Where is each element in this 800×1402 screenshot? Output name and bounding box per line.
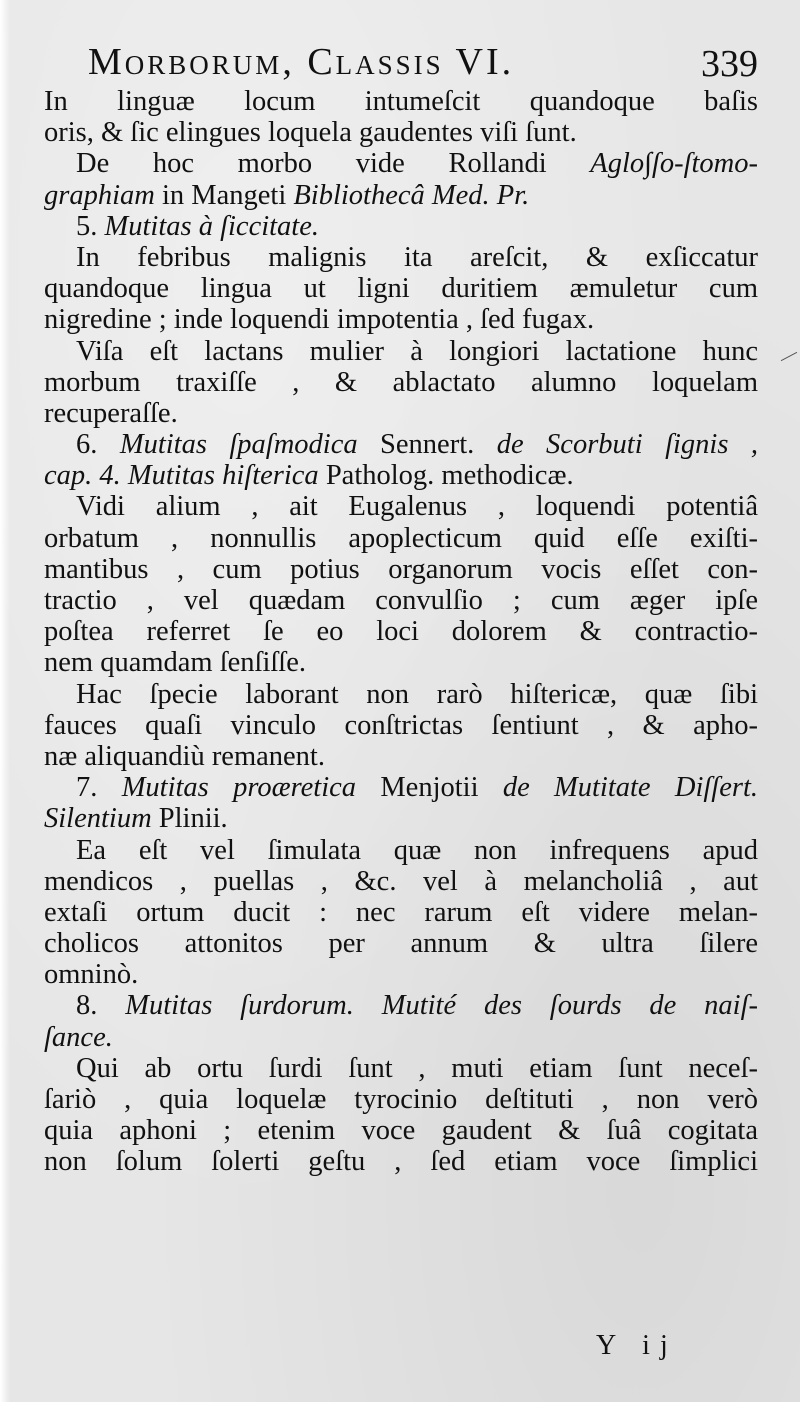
italic-text: Aglo∫ſo-ſtomo- [590, 148, 758, 180]
roman-text: non ſolum ſolerti geſtu , ſed etiam voce ſimplici [44, 1146, 758, 1178]
italic-text: Mutitas à ſiccitate. [104, 210, 320, 242]
roman-text: mendicos , puellas , &c. vel à melancholiâ , aut [44, 865, 758, 897]
roman-text: cholicos attonitos per annum & ultra ſilere [44, 928, 758, 960]
text-line [44, 835, 758, 866]
text-line [44, 460, 758, 491]
italic-text: Mutitas ſpaſmodica [119, 429, 358, 461]
paragraph [44, 990, 758, 1052]
text-line [44, 211, 758, 242]
page-edge [0, 0, 10, 1402]
italic-text: Bibliothecâ Med. Pr. [293, 179, 530, 211]
paragraph [44, 835, 758, 991]
roman-text: orbatum , nonnullis apoplecticum quid eſſe exiſti- [44, 522, 758, 554]
roman-text: quandoque lingua ut ligni duritiem æmuletur cum [44, 273, 758, 305]
text-line [44, 398, 758, 429]
roman-text: næ aliquandiù remanent. [44, 740, 325, 772]
page-body [44, 86, 758, 1178]
italic-text: ſance. [44, 1021, 113, 1053]
roman-text: in Mangeti [154, 179, 294, 211]
roman-text: recuperaſſe. [44, 397, 178, 429]
paragraph [44, 148, 758, 210]
text-line [44, 86, 758, 117]
roman-text: omninò. [44, 959, 139, 991]
italic-text: Silentium [44, 803, 152, 835]
text-line [44, 928, 758, 959]
text-line [44, 616, 758, 647]
text-line [44, 1146, 758, 1177]
text-line [44, 336, 758, 367]
roman-text: De hoc morbo vide Rollandi [76, 148, 591, 180]
text-line [44, 710, 758, 741]
italic-text: cap. 4. Mutitas hiſterica [44, 460, 319, 492]
margin-mark [781, 352, 797, 361]
text-line [44, 1022, 758, 1053]
roman-text: Menjotii [356, 772, 503, 804]
roman-text: 7. [76, 772, 122, 804]
text-line [44, 491, 758, 522]
paragraph [44, 1053, 758, 1178]
text-line [44, 1115, 758, 1146]
roman-text: extaſi ortum ducit : nec rarum eſt videre melan- [44, 896, 758, 928]
text-line [44, 772, 758, 803]
roman-text: Plinii. [151, 803, 228, 835]
paragraph [44, 772, 758, 834]
paragraph [44, 86, 758, 148]
roman-text: 5. [76, 210, 105, 242]
roman-text: fauces quaſi vinculo conſtrictas ſentiunt , & apho- [44, 709, 758, 741]
roman-text: Hac ſpecie laborant non rarò hiſtericæ, quæ ſibi [76, 678, 758, 710]
signature-mark: Y ij [596, 1330, 678, 1361]
italic-text: Mutitas ſurdorum. Mutité des ſourds de naiſ- [125, 990, 758, 1022]
text-line [44, 304, 758, 335]
paragraph [44, 679, 758, 773]
text-line [44, 242, 758, 273]
text-line [44, 990, 758, 1021]
text-line [44, 647, 758, 678]
roman-text: oris, & ſic elingues loquela gaudentes viſi ſunt. [44, 117, 577, 149]
text-line [44, 148, 758, 179]
paragraph [44, 242, 758, 336]
text-line [44, 1053, 758, 1084]
text-line [44, 741, 758, 772]
italic-text: de Scorbuti ſignis , [496, 429, 758, 461]
text-line [44, 866, 758, 897]
paragraph [44, 429, 758, 491]
roman-text: ſariò , quia loquelæ tyrocinio deſtituti , non verò [44, 1084, 758, 1115]
roman-text: 6. [76, 429, 120, 461]
roman-text: nem quamdam ſenſiſſe. [44, 647, 306, 679]
running-title: Morborum, Classis VI. [88, 41, 515, 83]
text-line [44, 585, 758, 616]
text-line [44, 429, 758, 460]
roman-text: Patholog. methodicæ. [318, 460, 574, 492]
text-line [44, 523, 758, 554]
italic-text: de Mutitate Diſſert. [502, 772, 758, 804]
text-line [44, 803, 758, 834]
roman-text: mantibus , cum potius organorum vocis eſſet con- [44, 553, 758, 585]
roman-text: tractio , vel quædam convulſio ; cum æger ipſe [44, 585, 758, 616]
roman-text: Viſa eſt lactans mulier à longiori lactatione hunc [76, 335, 758, 367]
roman-text: 8. [76, 990, 126, 1022]
roman-text: Sennert. [357, 429, 497, 461]
text-line [44, 897, 758, 928]
paragraph [44, 211, 758, 242]
italic-text: graphiam [44, 179, 155, 211]
text-line [44, 367, 758, 398]
roman-text: quia aphoni ; etenim voce gaudent & ſuâ cogitata [44, 1115, 758, 1147]
text-line [44, 554, 758, 585]
text-line [44, 117, 758, 148]
roman-text: Vidi alium , ait Eugalenus , loquendi potentiâ [76, 491, 758, 523]
roman-text: morbum traxiſſe , & ablactato alumno loquelam [44, 366, 758, 398]
running-header [88, 40, 758, 90]
text-line [44, 273, 758, 304]
text-line [44, 1084, 758, 1115]
italic-text: Mutitas proæretica [121, 772, 357, 804]
roman-text: In febribus malignis ita areſcit, & exſiccatur [76, 241, 758, 273]
roman-text: Qui ab ortu ſurdi ſunt , muti etiam ſunt neceſ- [76, 1052, 758, 1084]
text-line [44, 180, 758, 211]
text-line [44, 959, 758, 990]
roman-text: poſtea referret ſe eo loci dolorem & contractio- [44, 616, 758, 648]
page-number: 339 [701, 43, 758, 85]
roman-text: nigredine ; inde loquendi impotentia , ſed fugax. [44, 304, 595, 336]
paragraph [44, 336, 758, 430]
roman-text: Ea eſt vel ſimulata quæ non infrequens apud [76, 834, 758, 866]
text-line [44, 679, 758, 710]
roman-text: In linguæ locum intumeſcit quandoque baſis [44, 86, 758, 117]
paragraph [44, 491, 758, 678]
